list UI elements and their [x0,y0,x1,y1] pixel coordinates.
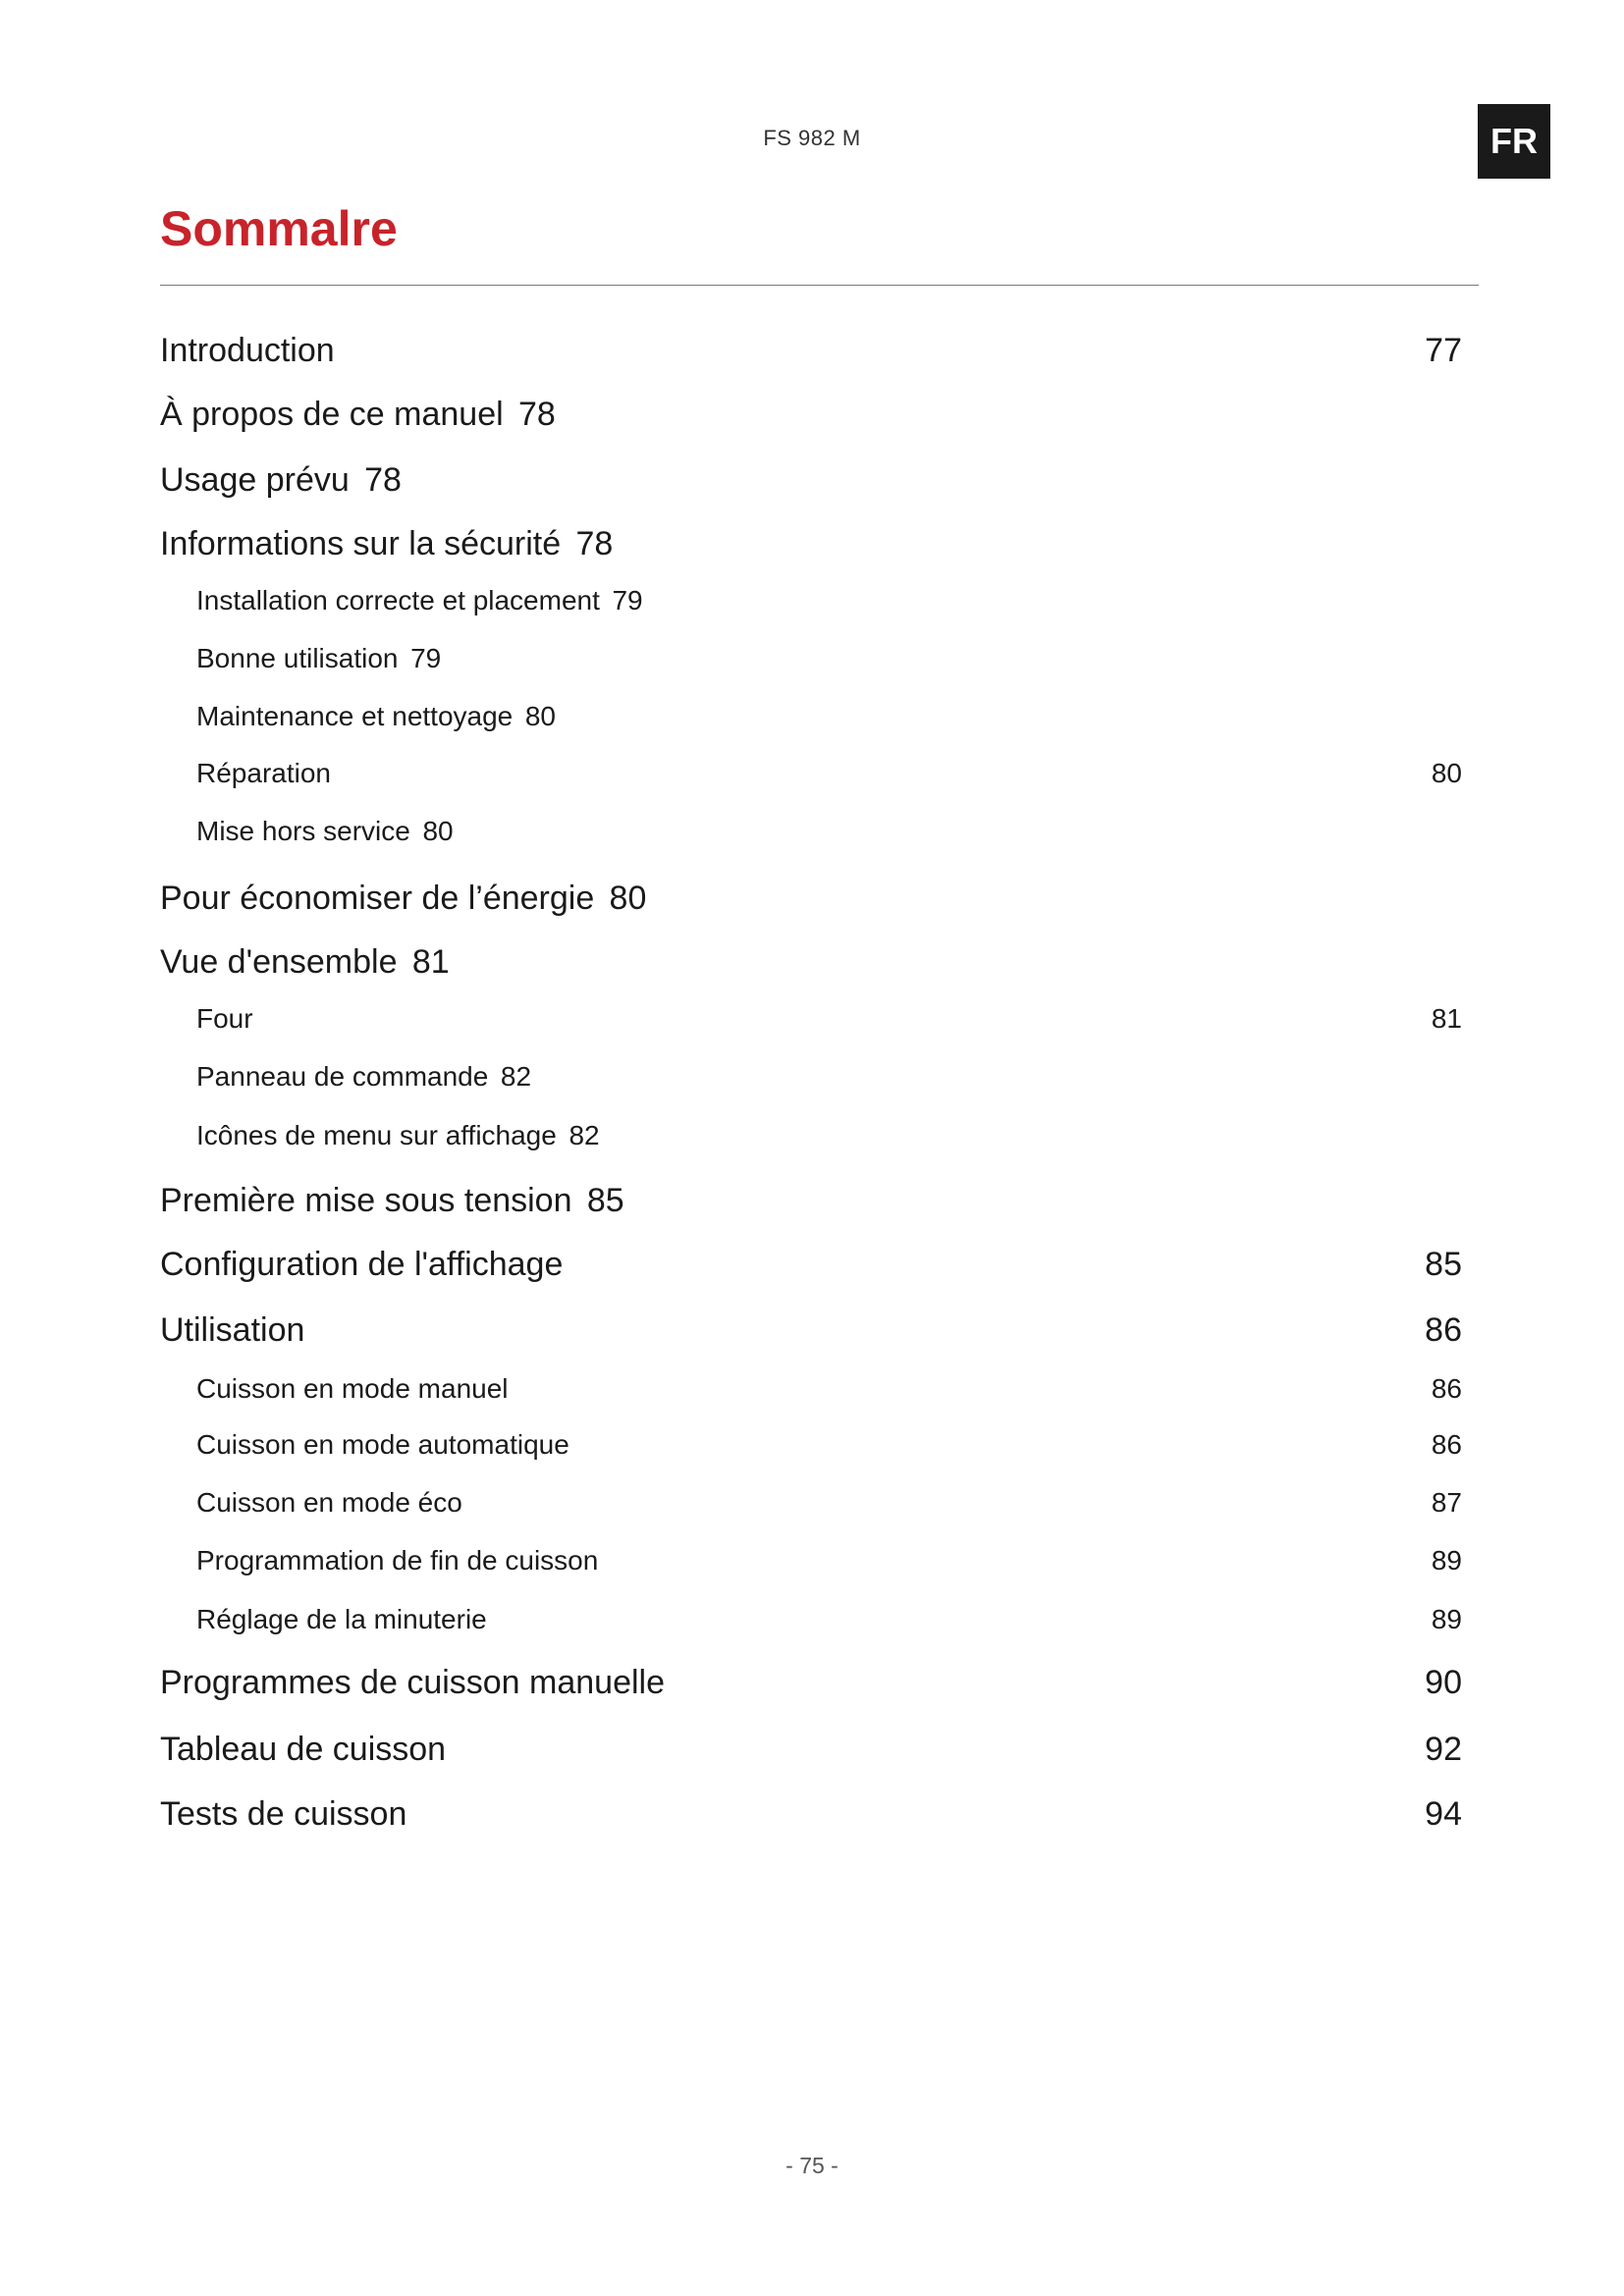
toc-entry[interactable] [196,584,643,617]
toc-entry[interactable] [196,1603,487,1636]
toc-entry-page: 80 [1431,758,1462,788]
toc-entry[interactable] [160,524,613,563]
toc-entry-page: 81 [1431,1003,1462,1034]
toc-entry[interactable] [160,1181,624,1220]
toc-entry-label: Utilisation [160,1311,305,1349]
toc-entry-page: 81 [411,943,450,981]
toc-entry-page: 85 [1425,1246,1462,1283]
page-title: Sommalre [160,201,398,256]
toc-entry-label: Vue d'ensemble [160,943,398,981]
toc-entry[interactable] [196,1428,569,1462]
toc-entry-page: 92 [1425,1731,1462,1768]
toc-entry-page: 82 [500,1061,532,1092]
toc-entry-page: 80 [422,816,454,846]
toc-entry-label: Icônes de menu sur affichage [196,1120,557,1150]
toc-entry-label: Maintenance et nettoyage [196,701,514,731]
toc-entry[interactable] [160,879,646,918]
toc-entry-label: Tableau de cuisson [160,1731,447,1768]
toc-entry-page: 78 [517,396,556,433]
toc-entry-page: 80 [609,880,647,917]
toc-entry-label: Usage prévu [160,461,350,499]
toc-entry-label: Bonne utilisation [196,643,399,673]
toc-entry-label: Panneau de commande [196,1061,489,1092]
toc-entry-label: Cuisson en mode automatique [196,1429,569,1460]
toc-entry-label: Cuisson en mode éco [196,1487,462,1518]
toc-entry-page: 79 [612,585,643,615]
toc-entry-label: Tests de cuisson [160,1795,407,1833]
toc-entry-label: Informations sur la sécurité [160,525,562,562]
toc-entry[interactable] [160,1730,446,1769]
toc-entry-label: Introduction [160,332,335,369]
toc-entry-page: 80 [524,701,556,731]
toc-entry-label: Pour économiser de l’énergie [160,880,595,917]
toc-entry-page: 78 [575,525,614,562]
toc-entry-page: 77 [1425,332,1462,369]
toc-entry[interactable] [196,1060,531,1094]
toc-entry[interactable] [160,331,335,370]
toc-entry[interactable] [160,1245,563,1284]
toc-entry[interactable] [160,942,450,982]
toc-entry-page: 78 [364,461,402,499]
toc-entry-page: 86 [1425,1311,1462,1349]
toc-entry[interactable] [160,1794,406,1834]
toc-entry[interactable] [196,815,454,848]
toc-entry[interactable] [196,642,441,675]
toc-entry-page: 89 [1431,1604,1462,1634]
model-number: FS 982 M [763,126,861,150]
toc-entry-label: Programmes de cuisson manuelle [160,1664,666,1701]
toc-entry-label: Mise hors service [196,816,410,846]
toc-entry[interactable] [196,1372,509,1406]
toc-entry-page: 79 [410,643,442,673]
toc-entry-label: Première mise sous tension [160,1182,572,1219]
language-badge: FR [1478,104,1550,179]
toc-entry-label: Réparation [196,758,331,788]
toc-entry-page: 90 [1425,1664,1462,1701]
toc-entry-label: Configuration de l'affichage [160,1246,564,1283]
page-number: - 75 - [785,2153,839,2178]
toc-entry[interactable] [160,1663,665,1702]
toc-entry-page: 89 [1431,1545,1462,1575]
toc-entry-label: Réglage de la minuterie [196,1604,487,1634]
toc-entry-label: Four [196,1003,253,1034]
toc-entry-page: 85 [586,1182,624,1219]
toc-entry-page: 87 [1431,1487,1462,1518]
toc-entry[interactable] [196,1544,598,1577]
toc-entry[interactable] [196,1486,462,1520]
toc-entry[interactable] [196,1002,253,1036]
toc-entry[interactable] [196,700,556,733]
toc-entry[interactable] [160,460,402,500]
toc-entry[interactable] [160,395,556,434]
toc-entry-label: Programmation de fin de cuisson [196,1545,599,1575]
toc-entry-page: 94 [1425,1795,1462,1833]
toc-entry[interactable] [196,757,331,790]
toc-entry-page: 86 [1431,1373,1462,1404]
toc-entry-page: 82 [568,1120,600,1150]
toc-entry-label: À propos de ce manuel [160,396,504,433]
toc-entry[interactable] [196,1119,600,1152]
toc-entry[interactable] [160,1310,304,1350]
toc-entry-label: Installation correcte et placement [196,585,600,615]
toc-entry-label: Cuisson en mode manuel [196,1373,509,1404]
toc-entry-page: 86 [1431,1429,1462,1460]
